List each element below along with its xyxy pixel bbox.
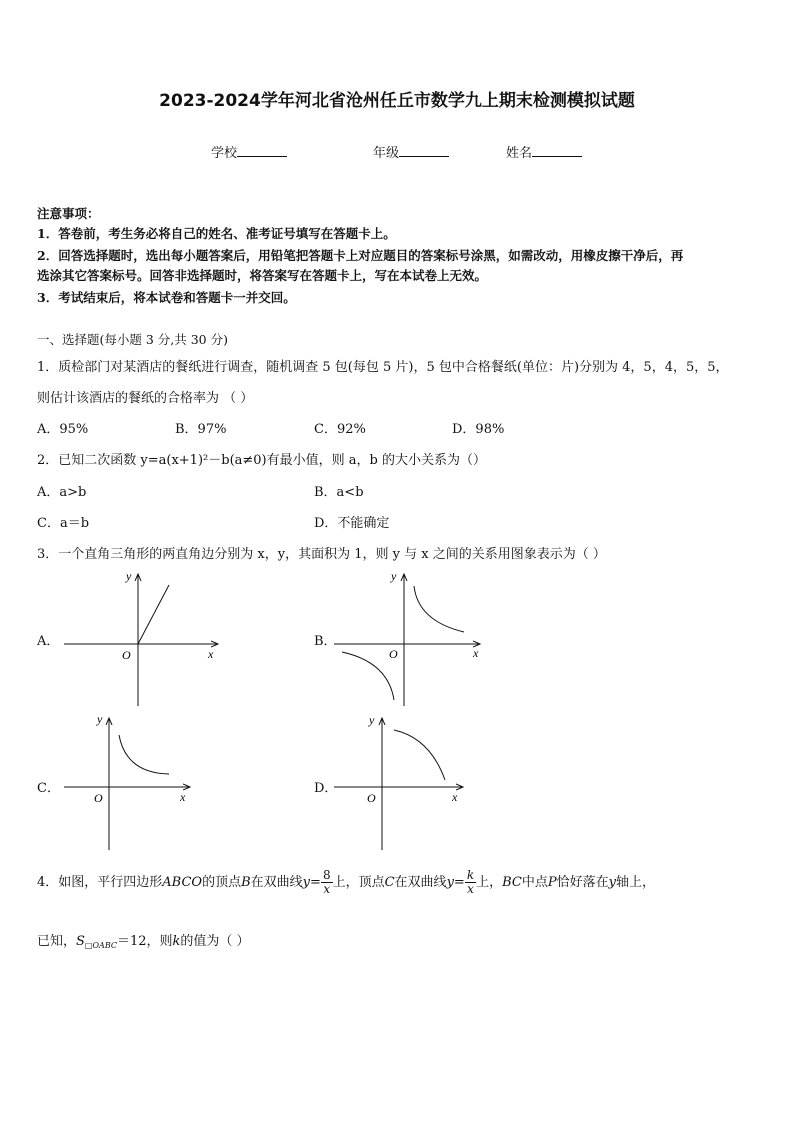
q4-line2 xyxy=(37,930,250,950)
q3-option-a[interactable]: A． xyxy=(37,634,60,649)
y-label: y xyxy=(126,569,132,583)
q4-k: k xyxy=(172,934,181,949)
q4-eq1-lhs: y xyxy=(302,875,311,890)
name-field xyxy=(506,142,582,161)
x-label: x xyxy=(452,790,458,804)
graph-a xyxy=(60,566,225,708)
notice-item-1: 1．答卷前，考生务必将自己的姓名、准考证号填写在答题卡上。 xyxy=(37,226,396,241)
frac-den: x xyxy=(467,882,474,896)
q4-area-sub: □OABC xyxy=(84,941,117,950)
q4-text: 上， xyxy=(476,875,503,890)
q4-text: 已知， xyxy=(37,934,77,949)
frac-den: x xyxy=(323,882,331,896)
q3-text: 3．一个直角三角形的两直角边分别为 x，y，其面积为 1，则 y 与 x 之间的关系用图象表示为（ ） xyxy=(37,547,606,562)
notice-item-3: 3．考试结束后，将本试卷和答题卡一并交回。 xyxy=(37,290,296,305)
q1-option-a[interactable]: A．95% xyxy=(37,422,89,437)
notice-item-2: 2．回答选择题时，选出每小题答案后，用铅笔把答题卡上对应题目的答案标号涂黑，如需改动，用橡皮擦干净后，再 xyxy=(37,248,684,263)
q4-point-b: B xyxy=(241,875,251,890)
q2-option-b[interactable]: B．a<b xyxy=(314,485,364,500)
q2-option-c[interactable]: C．a＝b xyxy=(37,516,90,531)
q4-text: 轴上， xyxy=(616,875,656,890)
section-heading: 一、选择题(每小题 3 分,共 30 分) xyxy=(37,332,228,347)
frac-num: 8 xyxy=(322,868,331,882)
frac-num: k xyxy=(466,868,475,882)
q3-option-d[interactable]: D． xyxy=(314,781,338,796)
origin-label: O xyxy=(94,791,103,805)
curve-decreasing xyxy=(394,730,445,780)
graph-c xyxy=(60,710,195,852)
q4-text: 的值为（ ） xyxy=(180,934,250,949)
q4-eq2-lhs: y xyxy=(446,875,454,890)
q4-text: 中点 xyxy=(521,875,548,890)
origin-label: O xyxy=(367,791,376,805)
x-label: x xyxy=(180,790,186,804)
q4-y-axis: y xyxy=(608,875,617,890)
school-field xyxy=(211,142,287,161)
q1-option-c[interactable]: C．92% xyxy=(314,422,366,437)
notice-heading: 注意事项： xyxy=(37,206,100,221)
q4-line1 xyxy=(37,868,655,898)
grade-field xyxy=(373,142,449,161)
y-label: y xyxy=(391,569,397,583)
q1-option-d[interactable]: D．98% xyxy=(452,422,505,437)
q4-equals: = xyxy=(453,875,465,890)
y-label: y xyxy=(369,713,375,727)
q1-line1: 1．质检部门对某酒店的餐纸进行调查，随机调查 5 包(每包 5 片)，5 包中合格餐纸(单位：片)分别为 4，5，4，5，5， xyxy=(37,360,729,375)
graph-b xyxy=(330,566,485,708)
school-label: 学校 xyxy=(211,146,238,161)
grade-blank[interactable] xyxy=(399,144,449,157)
page-title: 2023-2024学年河北省沧州任丘市数学九上期末检测模拟试题 xyxy=(159,91,635,111)
q4-equals: = xyxy=(310,875,321,890)
q3-option-c[interactable]: C． xyxy=(37,781,60,796)
q4-point-p: P xyxy=(547,875,557,890)
q4-point-c: C xyxy=(384,875,395,890)
q2-option-d[interactable]: D．不能确定 xyxy=(314,516,390,531)
school-blank[interactable] xyxy=(237,144,287,157)
q4-text: 在双曲线 xyxy=(394,875,447,890)
x-label: x xyxy=(208,647,214,661)
q4-fraction-k-over-x xyxy=(465,869,476,896)
curve-q1 xyxy=(414,586,464,632)
origin-label: O xyxy=(389,647,398,661)
name-label: 姓名 xyxy=(506,146,533,161)
q4-text: 恰好落在 xyxy=(556,875,609,890)
q1-line2: 则估计该酒店的餐纸的合格率为 （ ） xyxy=(37,391,254,406)
y-label: y xyxy=(97,712,103,726)
grade-label: 年级 xyxy=(373,146,400,161)
q4-text: 的顶点 xyxy=(202,875,242,890)
q4-segment-bc: BC xyxy=(502,875,522,890)
q2-option-a[interactable]: A．a>b xyxy=(37,485,87,500)
q4-fraction-8-over-x xyxy=(321,869,333,896)
curve-q1 xyxy=(119,735,169,774)
q4-text: ，则 xyxy=(146,934,173,949)
q4-area-s: S xyxy=(76,934,85,949)
q4-text: 上，顶点 xyxy=(332,875,385,890)
q4-text: 4．如图，平行四边形 xyxy=(37,875,163,890)
origin-label: O xyxy=(122,648,131,662)
curve-line xyxy=(138,585,169,644)
notice-item-2-cont: 选涂其它答案标号。回答非选择题时，将答案写在答题卡上，写在本试卷上无效。 xyxy=(37,268,488,283)
x-label: x xyxy=(473,646,479,660)
q4-abco: ABCO xyxy=(162,875,203,890)
name-blank[interactable] xyxy=(532,144,582,157)
curve-q3 xyxy=(342,652,394,700)
q1-option-b[interactable]: B．97% xyxy=(175,422,227,437)
q3-option-b[interactable]: B． xyxy=(314,634,337,649)
q2-text: 2．已知二次函数 y=a(x+1)²－b(a≠0)有最小值，则 a，b 的大小关系为（） xyxy=(37,453,486,468)
q4-area-value: ＝12 xyxy=(116,934,147,949)
q4-text: 在双曲线 xyxy=(250,875,303,890)
graph-d xyxy=(330,710,470,852)
